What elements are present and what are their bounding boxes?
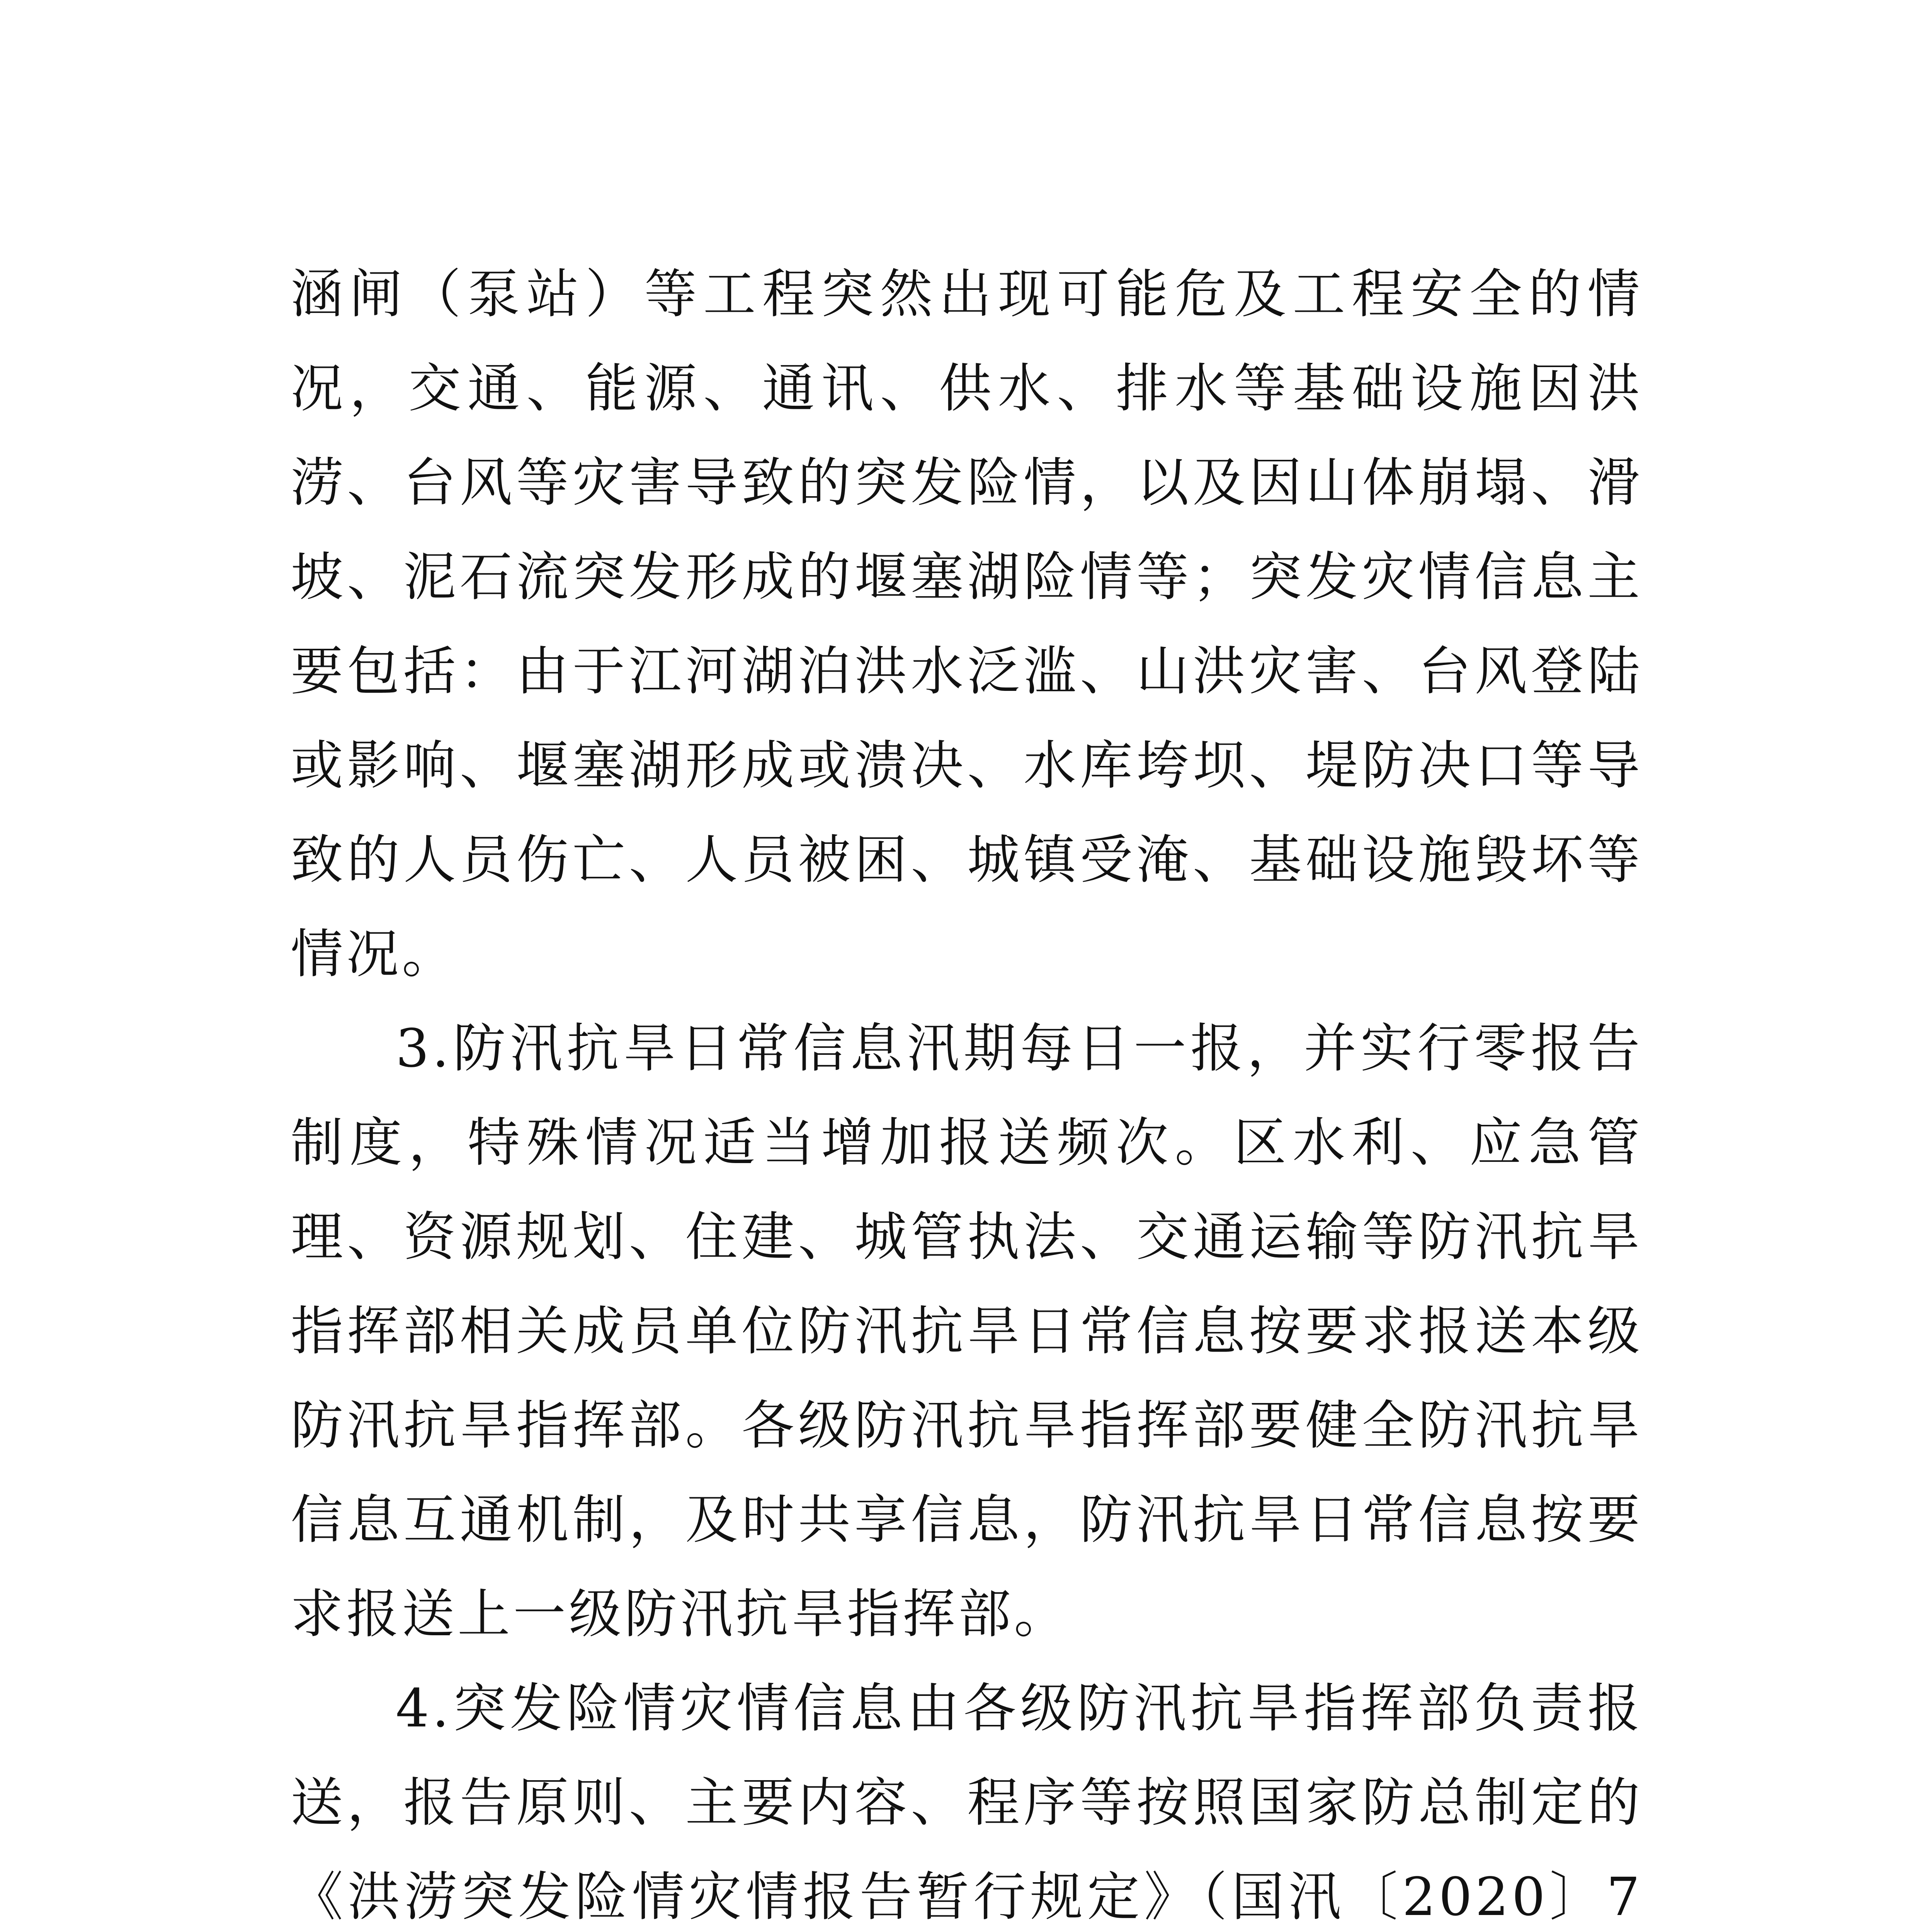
paragraph-continuation: 涵闸（泵站）等工程突然出现可能危及工程安全的情况，交通、能源、通讯、供水、排水等基础设施因洪涝、台风等灾害导致的突发险情，以及因山体崩塌、滑坡、泥石流突发形成的堰塞湖险情等；突发灾情信息主要包括：由于江河湖泊洪水泛滥、山洪灾害、台风登陆或影响、堰塞湖形成或溃决、水库垮坝、堤防决口等导致的人员伤亡、人员被困、城镇受淹、基础设施毁坏等情况。 (291, 264, 1643, 985)
paragraph-item-4: 4.突发险情灾情信息由各级防汛抗旱指挥部负责报送，报告原则、主要内容、程序等按照国家防总制定的《洪涝突发险情灾情报告暂行规定》（国汛〔2020〕7 (291, 1678, 1643, 1928)
body-text (291, 247, 1643, 1932)
paragraph-item-3: 3.防汛抗旱日常信息汛期每日一报，并实行零报告制度，特殊情况适当增加报送频次。区水利、应急管理、资源规划、住建、城管执法、交通运输等防汛抗旱指挥部相关成员单位防汛抗旱日常信息按要求报送本级防汛抗旱指挥部。各级防汛抗旱指挥部要健全防汛抗旱信息互通机制，及时共享信息，防汛抗旱日常信息按要求报送上一级防汛抗旱指挥部。 (291, 1018, 1643, 1645)
